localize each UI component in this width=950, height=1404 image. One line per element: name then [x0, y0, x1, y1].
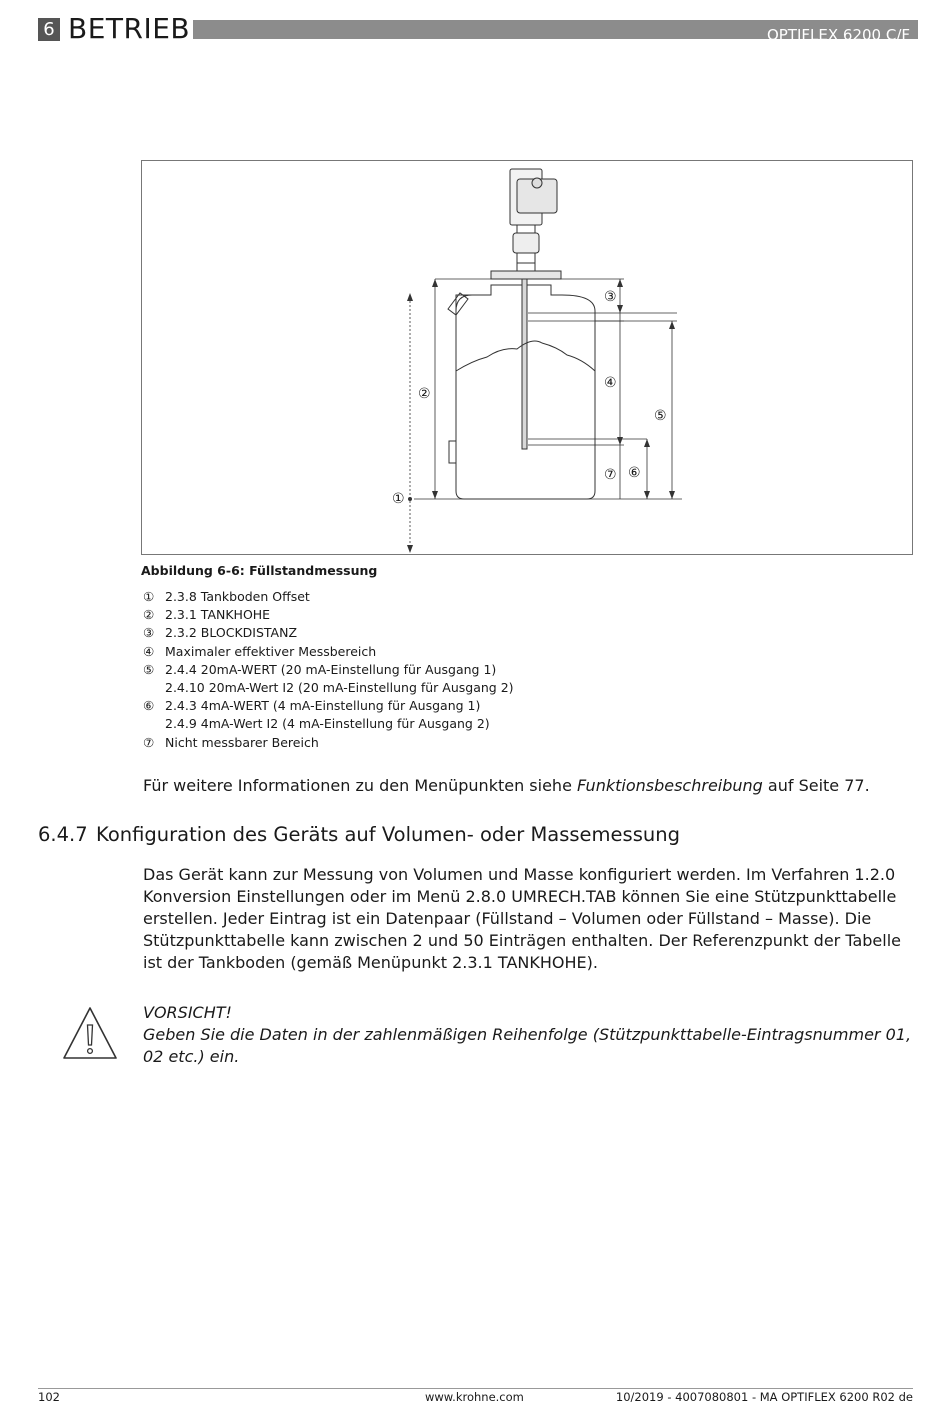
- info-paragraph: [143, 775, 913, 797]
- info-text: Für weitere Informationen zu den Menüpunkten siehe: [143, 776, 577, 795]
- arrow-4-bottom: [617, 437, 623, 445]
- product-name: OPTIFLEX 6200 C/F: [766, 26, 910, 44]
- body-paragraph: [143, 864, 913, 974]
- marker-6: ⑥: [628, 465, 641, 481]
- legend-text: 2.3.1 TANKHOHE: [165, 607, 271, 623]
- legend-number: ④: [143, 643, 155, 659]
- legend-text: 2.4.10 20mA-Wert I2 (20 mA-Einstellung für Ausgang 2): [165, 680, 514, 696]
- legend-number: ⑥: [143, 698, 155, 714]
- body-text: oder im Menü: [344, 887, 466, 906]
- legend-item: [143, 697, 514, 715]
- legend-text: Maximaler effektiver Messbereich: [165, 643, 377, 659]
- section-number: 6.4.7: [38, 823, 88, 846]
- arrow-5-bottom: [669, 491, 675, 499]
- device-screw: [532, 178, 542, 188]
- device-neck: [517, 225, 535, 233]
- footer-divider: [38, 1388, 913, 1389]
- legend-item: [143, 643, 514, 661]
- legend-item: [143, 661, 514, 679]
- arrow-3-bottom: [617, 305, 623, 313]
- tank-figure: [141, 160, 913, 555]
- device-nut: [517, 253, 535, 263]
- legend-item: [143, 715, 514, 733]
- menu-ref: 2.3.1 TANKHOHE: [452, 953, 587, 972]
- body-text: können Sie eine Stützpunkttabelle erstellen. Jeder Eintrag ist ein Datenpaar (Füllstand – Volumen oder Füllstand – Masse). Die Stützpunkttabelle kann zwischen 2 und 50 Einträgen enthalten. Der Referenzpunkt der Tabelle ist der Tankboden (gemäß Menüpunkt: [143, 887, 901, 972]
- arrow-6-top: [644, 439, 650, 447]
- arrow-5-top: [669, 321, 675, 329]
- warning-icon: [62, 1005, 118, 1061]
- warning-title: VORSICHT!: [143, 1003, 232, 1022]
- legend-text: 2.3.8 Tankboden Offset: [165, 589, 310, 604]
- legend-item: [143, 624, 514, 642]
- ref-dot-1: [408, 497, 412, 501]
- chapter-title: BETRIEB: [68, 12, 191, 45]
- menu-ref: 1.2.0 Konversion Einstellungen: [143, 865, 896, 906]
- device-adapter: [513, 233, 539, 253]
- legend-text: 2.4.3 4mA-WERT (4 mA-Einstellung für Ausgang 1): [165, 698, 481, 714]
- legend-number: ⑦: [143, 734, 155, 750]
- legend-item: [143, 588, 514, 606]
- marker-4: ④: [604, 375, 617, 391]
- body-text: Das Gerät kann zur Messung von Volumen und Masse konfiguriert werden. Im Verfahren: [143, 865, 855, 884]
- legend-text: 2.4.9 4mA-Wert I2 (4 mA-Einstellung für Ausgang 2): [165, 716, 490, 732]
- function-description-link[interactable]: Funktionsbeschreibung: [577, 776, 763, 795]
- header-bar: [193, 20, 918, 44]
- section-heading: [38, 822, 680, 848]
- figure-caption: Abbildung 6-6: Füllstandmessung: [141, 563, 378, 578]
- legend-number: ①: [143, 589, 155, 604]
- marker-2: ②: [418, 386, 431, 402]
- nozzle: [448, 293, 468, 315]
- legend-number: ②: [143, 607, 155, 623]
- flange-neck: [517, 263, 535, 271]
- arrow-1-top: [407, 293, 413, 301]
- marker-7: ⑦: [604, 467, 617, 483]
- marker-1: ①: [392, 491, 405, 507]
- document-reference: 10/2019 - 4007080801 - MA OPTIFLEX 6200 R02 de: [615, 1390, 913, 1404]
- info-text-end: auf Seite 77.: [762, 776, 870, 795]
- legend-text: Nicht messbarer Bereich: [165, 734, 319, 750]
- body-text: ).: [586, 953, 598, 972]
- footer-url[interactable]: www.krohne.com: [425, 1390, 524, 1404]
- section-title: Konfiguration des Geräts auf Volumen- oder Massemessung: [96, 823, 680, 846]
- legend-number: ⑤: [143, 661, 155, 677]
- side-port: [449, 441, 456, 463]
- chapter-number: 6: [38, 18, 60, 41]
- legend-text: 2.3.2 BLOCKDISTANZ: [165, 625, 298, 641]
- flange: [491, 271, 561, 279]
- arrow-3-top: [617, 279, 623, 287]
- marker-3: ③: [604, 289, 617, 305]
- arrow-2-top: [432, 279, 438, 287]
- page-number: 102: [38, 1390, 60, 1404]
- page-header: [38, 14, 918, 44]
- warning-text: Geben Sie die Daten in der zahlenmäßigen Reihenfolge (Stützpunkttabelle-Eintragsnummer 01, 02 etc.) ein.: [143, 1025, 912, 1066]
- arrow-2-bottom: [432, 491, 438, 499]
- marker-5: ⑤: [654, 408, 667, 424]
- legend-item: [143, 606, 514, 624]
- legend-text: 2.4.4 20mA-WERT (20 mA-Einstellung für Ausgang 1): [165, 661, 497, 677]
- legend-item: [143, 734, 514, 752]
- probe-rod: [522, 279, 527, 449]
- legend-number: ③: [143, 625, 155, 641]
- legend-item: [143, 679, 514, 697]
- arrow-6-bottom: [644, 491, 650, 499]
- menu-ref: 2.8.0 UMRECH.TAB: [465, 887, 617, 906]
- tank-diagram: [142, 161, 912, 554]
- figure-legend: [143, 588, 514, 752]
- arrow-1-bottom: [407, 545, 413, 553]
